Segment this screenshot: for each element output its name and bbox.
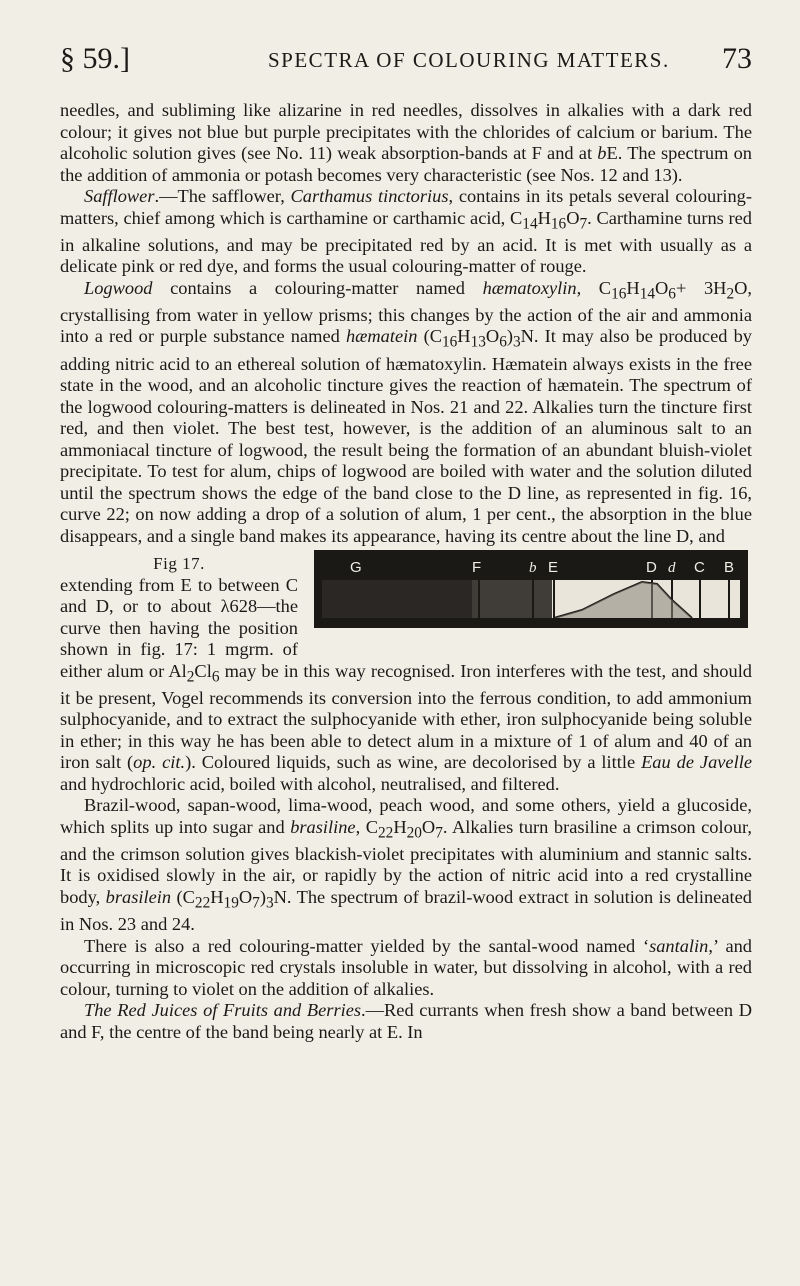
blue-end-absorption (322, 580, 472, 618)
f-region-absorption (472, 580, 552, 618)
figure-17 (312, 548, 752, 656)
figure-caption: Fig 17. (153, 554, 205, 574)
line-label-f: F (472, 559, 482, 577)
running-header (60, 42, 752, 92)
paragraph-santalin: There is also a red colouring-matter yielded by the santal-wood named ‘santalin,’ and occurring in microscopic red crystals insoluble in water, but dissolving in alcohol, with a red colour, turning to violet on the addition of alkalies. (60, 935, 753, 999)
paragraph-fruit-juices: The Red Juices of Fruits and Berries.—Red currants when fresh show a band between D and F, the centre of the band being nearly at E. In (60, 1000, 752, 1042)
line-label-d: D (646, 559, 657, 577)
section-number: § 59.] (60, 42, 130, 75)
paragraph-safflower: Safflower.—The safflower, Carthamus tinctorius, contains in its petals several colouring-matters, chief among which is carthamine or carthamic acid, $C_{14}H_{16}O_7$. Carthamine turns red in alkaline solutions, and may be precipitated red by an acid. It is met with usually as a delicate pink or red dye, and forms the usual colouring-matter of rouge. (60, 186, 753, 277)
running-title: SPECTRA OF COLOURING MATTERS. (268, 48, 670, 72)
line-label-e: E (548, 559, 559, 577)
paragraph-logwood: Logwood contains a colouring-matter named hæmatoxylin, $C_{16}H_{14}O_6+ 3H_2O$, crystallising from water in yellow prisms; this changes by the action of the air and ammonia into a red or purple substance named hæmatein $(C_{16}H_{13}O_6)_3N$. It may also be produced by adding nitric acid to an ethereal solution of hæmatoxylin. Hæmatein always exists in the free state in the wood, and an alcoholic tincture gives the reaction of hæmatein. The spectrum of the logwood colouring-matters is delineated in Nos. 21 and 22. Alkalies turn the tincture first red, and then violet. The best test, however, is the addition of an aluminous salt to an ammoniacal tincture of logwood, the result being the formation of an abundant bluish-violet precipitate. To test for alum, chips of logwood are boiled with water and the solution diluted until the spectrum shows the edge of the band close to the D line, as represented in fig. 16, curve 22; on now adding a drop of a solution of alum, 1 per cent., the absorption in the blue disappears, and a single band makes its appearance, having its centre about the line D, and G F b E D d C B (60, 278, 752, 547)
line-label-c: C (694, 559, 705, 577)
spectrum-diagram (312, 548, 752, 630)
line-label-b: b (529, 560, 537, 577)
paragraph-alizarine-continuation: needles, and subliming like alizarine in red needles, dissolves in alkalies with a dark red colour; it gives not blue but purple precipitates with the chlorides of calcium or barium. The alcoholic solution gives (see No. 11) weak absorption-bands at F and at bE. The spectrum on the addition of ammonia or potash becomes very characteristic (see Nos. 12 and 13). (60, 100, 752, 185)
body-text: needles, and subliming like alizarine in red needles, dissolves in alkalies with a dark red colour; it gives not blue but purple precipitates with the chlorides of calcium or barium. The alcoholic solution gives (see No. 11) weak absorption-bands at F and at bE. The spectrum on the addition of ammonia or potash becomes very characteristic (see Nos. 12 and 13). Safflower.—The safflower, Carthamus tinctorius, contains in its petals several colouring-matters, chief among which is carthamine or carthamic acid, $C_{14}H_{16}O_7$. Carthamine turns red in alkaline solutions, and may be precipitated red by an acid. It is met with usually as a delicate pink or red dye, and forms the usual colouring-matter of rouge. Logwood contains a colouring-matter named hæmatoxylin, $C_{16}H_{14}O_6+ 3H_2O$, crystallising from water in yellow prisms; this changes by the action of the air and ammonia into a red or purple substance named hæmatein $(C_{16}H_{13}O_6)_3N$. It may also be produced by adding nitric acid to an ethereal solution of hæmatoxylin. Hæmatein always exists in the free state in the wood, and an alcoholic tincture gives the reaction of hæmatein. The spectrum of the logwood colouring-matters is delineated in Nos. 21 and 22. Alkalies turn the tincture first red, and then violet. The best test, however, is the addition of an aluminous salt to an ammoniacal tincture of logwood, the result being the formation of an abundant bluish-violet precipitate. To test for alum, chips of logwood are boiled with water and the solution diluted until the spectrum shows the edge of the band close to the D line, as represented in fig. 16, curve 22; on now adding a drop of a solution of alum, 1 per cent., the absorption in the blue disappears, and a single band makes its appearance, having its centre about the line D, and G F b E D d C B Fig 17. extending from E to between C and D, or to about λ628—the curve then having the position shown in fig. 17: 1 mgrm. of either alum or $Al_2Cl_6$ may be in this way recognised. Iron interferes with the test, and should it be present, Vogel recommends its conversion into the ferrous condition, to add ammonium sulphocyanide, and to extract the sulphocyanide with ether, iron sulphocyanide being soluble in ether; in this way he has been able to detect alum in a mixture of 1 of alum and 40 of an iron salt (op. cit.). Coloured liquids, such as wine, are decolorised by a little Eau de Javelle and hydrochloric acid, boiled with alcohol, neutralised, and filtered. Brazil-wood, sapan-wood, lima-wood, peach wood, and some others, yield a glucoside, which splits up into sugar and brasiline, $C_{22}H_{20}O_7$. Alkalies turn brasiline a crimson colour, and the crimson solution gives blackish-violet precipitates with aluminium and stannic salts. It is oxidised slowly in the air, or rapidly by the action of nitric acid into a red crystalline body, brasilein $(C_{22}H_{19}O_7)_3N$. The spectrum of brazil-wood extract in solution is delineated in Nos. 23 and 24. There is also a red colouring-matter yielded by the santal-wood named ‘santalin,’ and occurring in microscopic red crystals insoluble in water, but dissolving in alcohol, with a red colour, turning to violet on the addition of alkalies. The Red Juices of Fruits and Berries.—Red currants when fresh show a band between D and F, the centre of the band being nearly at E. In (60, 100, 753, 1042)
line-label-bb: B (724, 559, 735, 577)
line-label-d-small: d (668, 560, 676, 577)
line-label-g: G (350, 559, 362, 577)
paragraph-brazil-wood: Brazil-wood, sapan-wood, lima-wood, peach wood, and some others, yield a glucoside, which splits up into sugar and brasiline, $C_{22}H_{20}O_7$. Alkalies turn brasiline a crimson colour, and the crimson solution gives blackish-violet precipitates with aluminium and stannic salts. It is oxidised slowly in the air, or rapidly by the action of nitric acid into a red crystalline body, brasilein $(C_{22}H_{19}O_7)_3N$. The spectrum of brazil-wood extract in solution is delineated in Nos. 23 and 24. (60, 795, 752, 935)
page-number: 73 (722, 42, 752, 75)
